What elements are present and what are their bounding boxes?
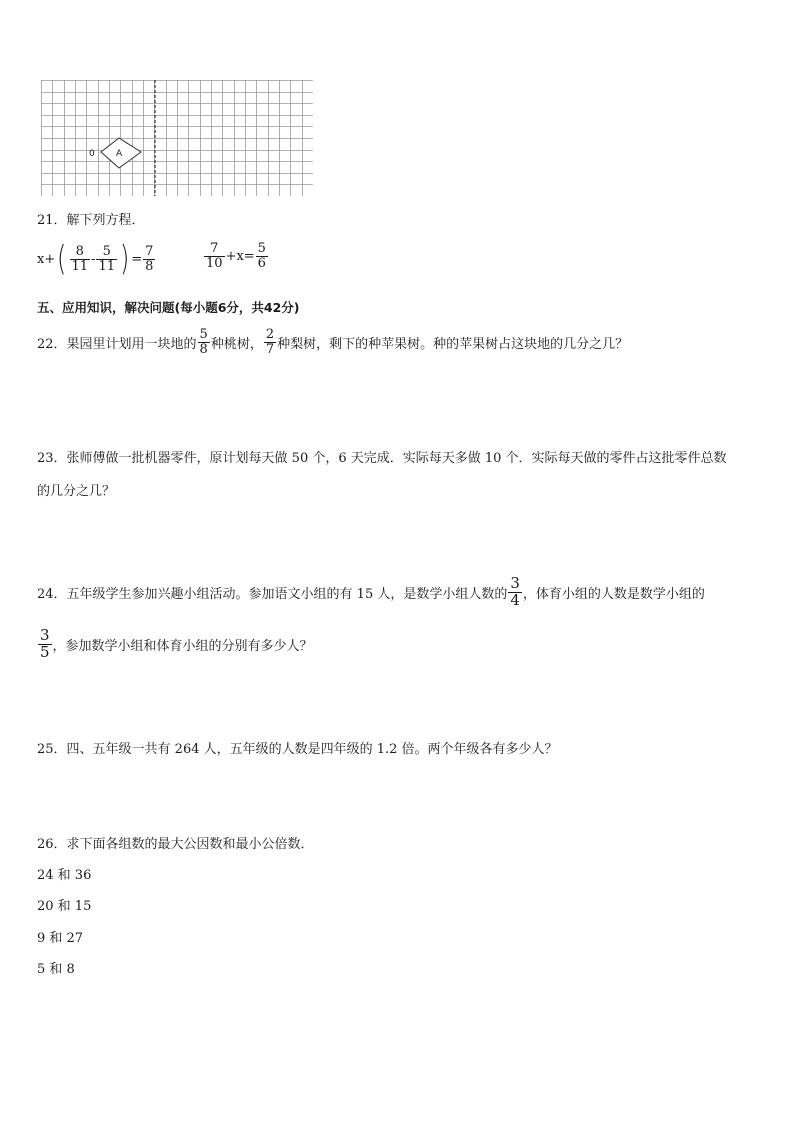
q23-line-2: 的几分之几？ xyxy=(37,484,116,499)
q21-equation-1 xyxy=(37,239,156,279)
eq2-rhs-den: 6 xyxy=(257,255,266,271)
q24-f1-num: 3 xyxy=(510,574,520,592)
grid-label-a: A xyxy=(116,149,123,159)
eq1-f2-num: 5 xyxy=(102,243,111,259)
grid-label-zero: 0 xyxy=(89,149,95,159)
q24-f1-den: 4 xyxy=(510,590,520,609)
eq1-prefix: x+ xyxy=(37,251,56,267)
eq1-fraction-2 xyxy=(96,245,117,273)
q24-fraction-2 xyxy=(38,628,52,661)
eq1-left-paren: ( xyxy=(57,239,67,279)
eq1-right-paren: ) xyxy=(119,239,130,279)
q24-part-2: ，体育小组的人数是数学小组的 xyxy=(522,586,705,602)
q24-part-3: ，参加数学小组和体育小组的分别有多少人？ xyxy=(52,638,313,654)
q22-fraction-2 xyxy=(264,328,276,356)
q24-line-2 xyxy=(37,628,313,661)
q22-f1-num: 5 xyxy=(199,327,208,342)
q24-fraction-1 xyxy=(508,576,522,609)
q24-line-1 xyxy=(37,576,705,609)
eq1-rhs-den: 8 xyxy=(145,258,154,274)
eq2-fraction-1 xyxy=(204,242,225,270)
q22-question xyxy=(37,328,628,356)
eq1-f1-den: 11 xyxy=(71,258,89,274)
eq1-fraction-1 xyxy=(70,245,91,273)
q26-title: 26．求下面各组数的最大公因数和最小公倍数． xyxy=(37,837,314,852)
eq1-f1-num: 8 xyxy=(75,243,84,259)
q22-part-2: 种桃树， xyxy=(210,336,263,352)
eq2-rhs-num: 5 xyxy=(257,241,266,256)
q22-f2-num: 2 xyxy=(265,327,275,342)
grid-figure xyxy=(41,80,313,196)
q25-question: 25．四、五年级一共有 264 人，五年级的人数是四年级的 1.2 倍。两个年级各有多少人？ xyxy=(37,742,558,757)
q22-f1-den: 8 xyxy=(199,341,208,357)
eq2-f1-num: 7 xyxy=(210,241,219,256)
eq1-equals: = xyxy=(131,251,143,267)
section-5-heading: 五、应用知识，解决问题(每小题6分，共42分) xyxy=(37,300,300,315)
q26-pair-3: 9 和 27 xyxy=(37,931,84,946)
q23-line-1: 23．张师傅做一批机器零件，原计划每天做 50 个，6 天完成．实际每天多做 10 个．实际每天做的零件占这批零件总数 xyxy=(37,451,727,466)
eq2-mid: +x= xyxy=(225,248,255,264)
q26-pair-1: 24 和 36 xyxy=(37,868,92,883)
grid-lines xyxy=(41,80,313,196)
q24-f2-num: 3 xyxy=(40,626,50,644)
eq1-f2-den: 11 xyxy=(98,258,115,274)
q21-equation-2 xyxy=(203,242,269,270)
q21-title: 21．解下列方程． xyxy=(37,213,145,228)
eq2-f1-den: 10 xyxy=(206,255,223,271)
q24-part-1: 24．五年级学生参加兴趣小组活动。参加语文小组的有 15 人，是数学小组人数的 xyxy=(37,586,508,602)
q24-f2-den: 5 xyxy=(40,642,50,661)
grid-svg xyxy=(41,80,313,196)
eq1-rhs-fraction xyxy=(143,245,155,273)
q22-fraction-1 xyxy=(198,328,210,356)
eq1-rhs-num: 7 xyxy=(145,243,154,259)
q22-part-3: 种梨树，剩下的种苹果树。种的苹果树占这块地的几分之几？ xyxy=(277,336,629,352)
q26-pair-4: 5 和 8 xyxy=(37,962,75,977)
q26-pair-2: 20 和 15 xyxy=(37,899,92,914)
eq2-rhs-fraction xyxy=(256,242,268,270)
q22-part-1: 22．果园里计划用一块地的 xyxy=(37,336,197,352)
eq1-minus: - xyxy=(91,251,96,267)
q22-f2-den: 7 xyxy=(265,341,275,357)
